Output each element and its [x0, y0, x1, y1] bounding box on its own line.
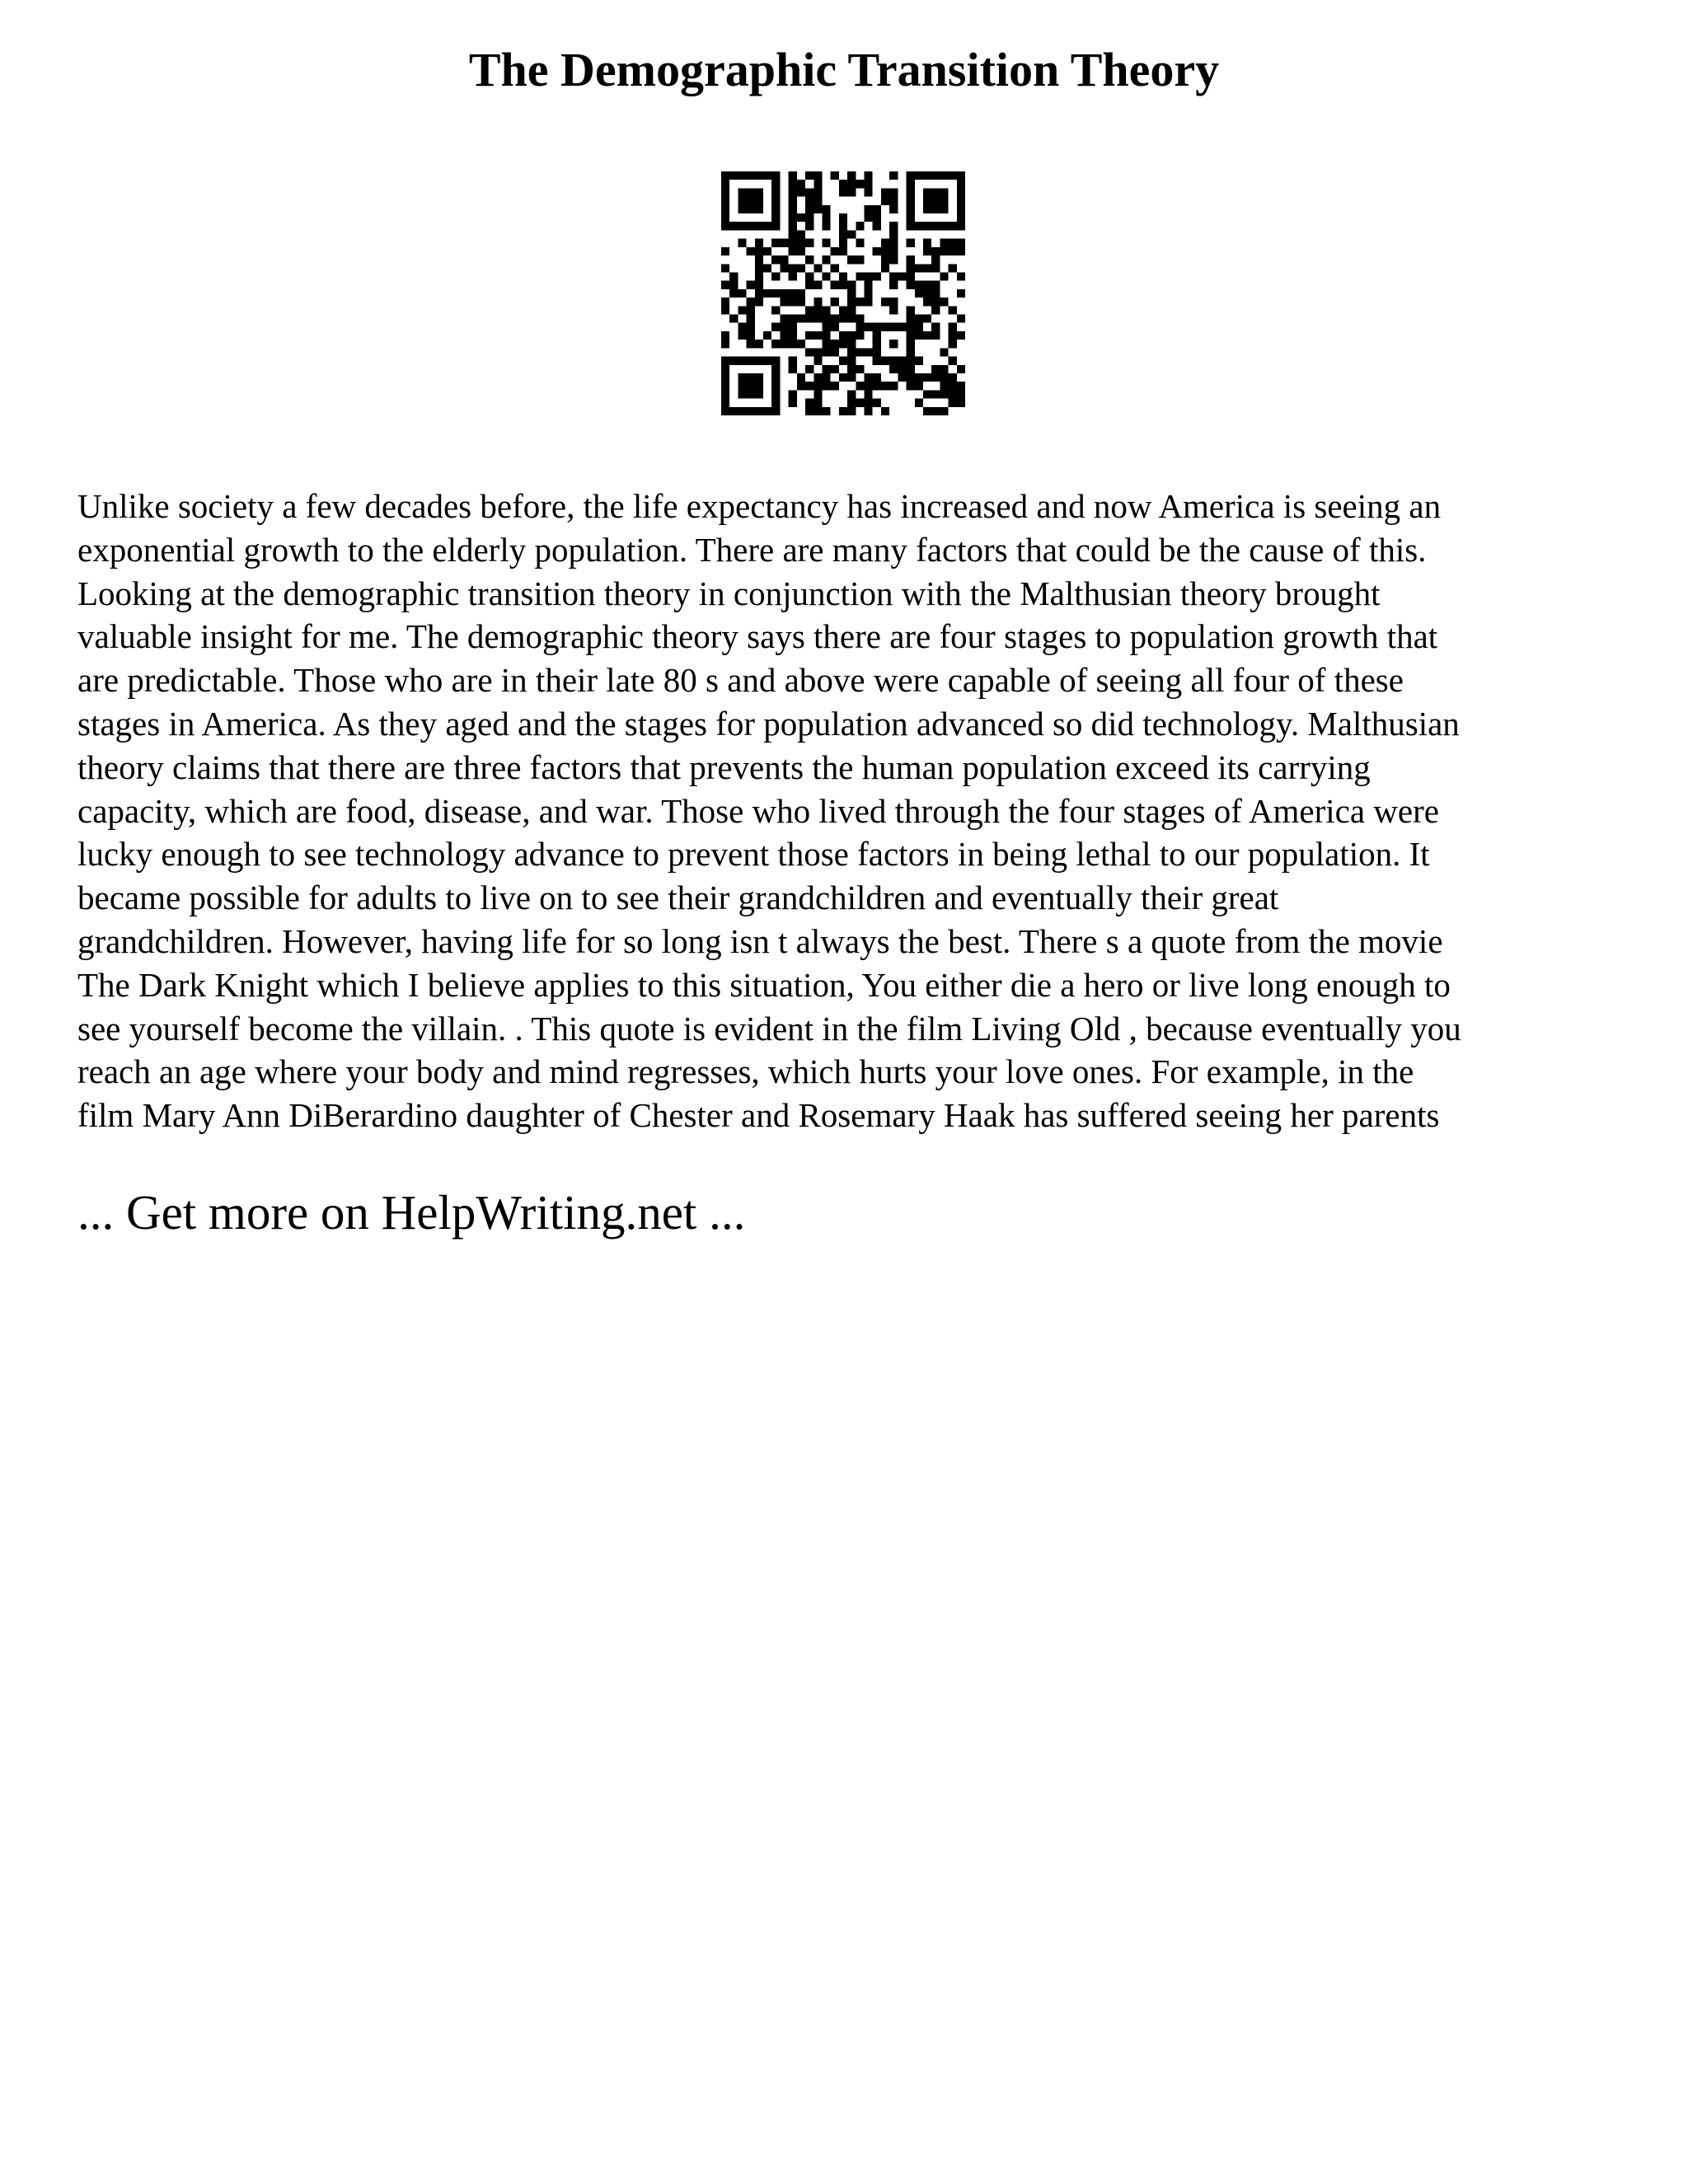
body-paragraph — [77, 485, 1627, 1137]
body-line: are predictable. Those who are in their late 80 s and above were capable of seeing all four of these — [77, 661, 1404, 700]
qr-code-icon — [721, 171, 965, 415]
body-line: capacity, which are food, disease, and war. Those who lived through the four stages of America were — [77, 791, 1439, 830]
page-title: The Demographic Transition Theory — [468, 43, 1220, 96]
body-line: reach an age where your body and mind regresses, which hurts your love ones. For example, in the — [77, 1052, 1414, 1091]
body-line: exponential growth to the elderly population. There are many factors that could be the cause of this. — [77, 530, 1427, 569]
body-line: The Dark Knight which I believe applies to this situation, You either die a hero or live long enough to — [77, 965, 1451, 1004]
get-more-link[interactable]: ... Get more on HelpWriting.net ... — [77, 1185, 746, 1240]
body-line: lucky enough to see technology advance to prevent those factors in being lethal to our population. It — [77, 835, 1430, 874]
body-line: theory claims that there are three factors that prevents the human population exceed its carrying — [77, 748, 1371, 786]
body-line: grandchildren. However, having life for so long isn t always the best. There s a quote from the movie — [77, 921, 1443, 960]
body-line: stages in America. As they aged and the stages for population advanced so did technology. Malthusian — [77, 704, 1460, 743]
body-line: film Mary Ann DiBerardino daughter of Chester and Rosemary Haak has suffered seeing her parents — [77, 1096, 1440, 1135]
body-line: Unlike society a few decades before, the life expectancy has increased and now America is seeing an — [77, 487, 1442, 525]
body-line: valuable insight for me. The demographic theory says there are four stages to population growth that — [77, 617, 1438, 656]
body-line: see yourself become the villain. . This quote is evident in the film Living Old , because eventually you — [77, 1009, 1461, 1047]
body-line: became possible for adults to live on to see their grandchildren and eventually their great — [77, 879, 1279, 917]
body-line: Looking at the demographic transition theory in conjunction with the Malthusian theory brought — [77, 574, 1381, 612]
